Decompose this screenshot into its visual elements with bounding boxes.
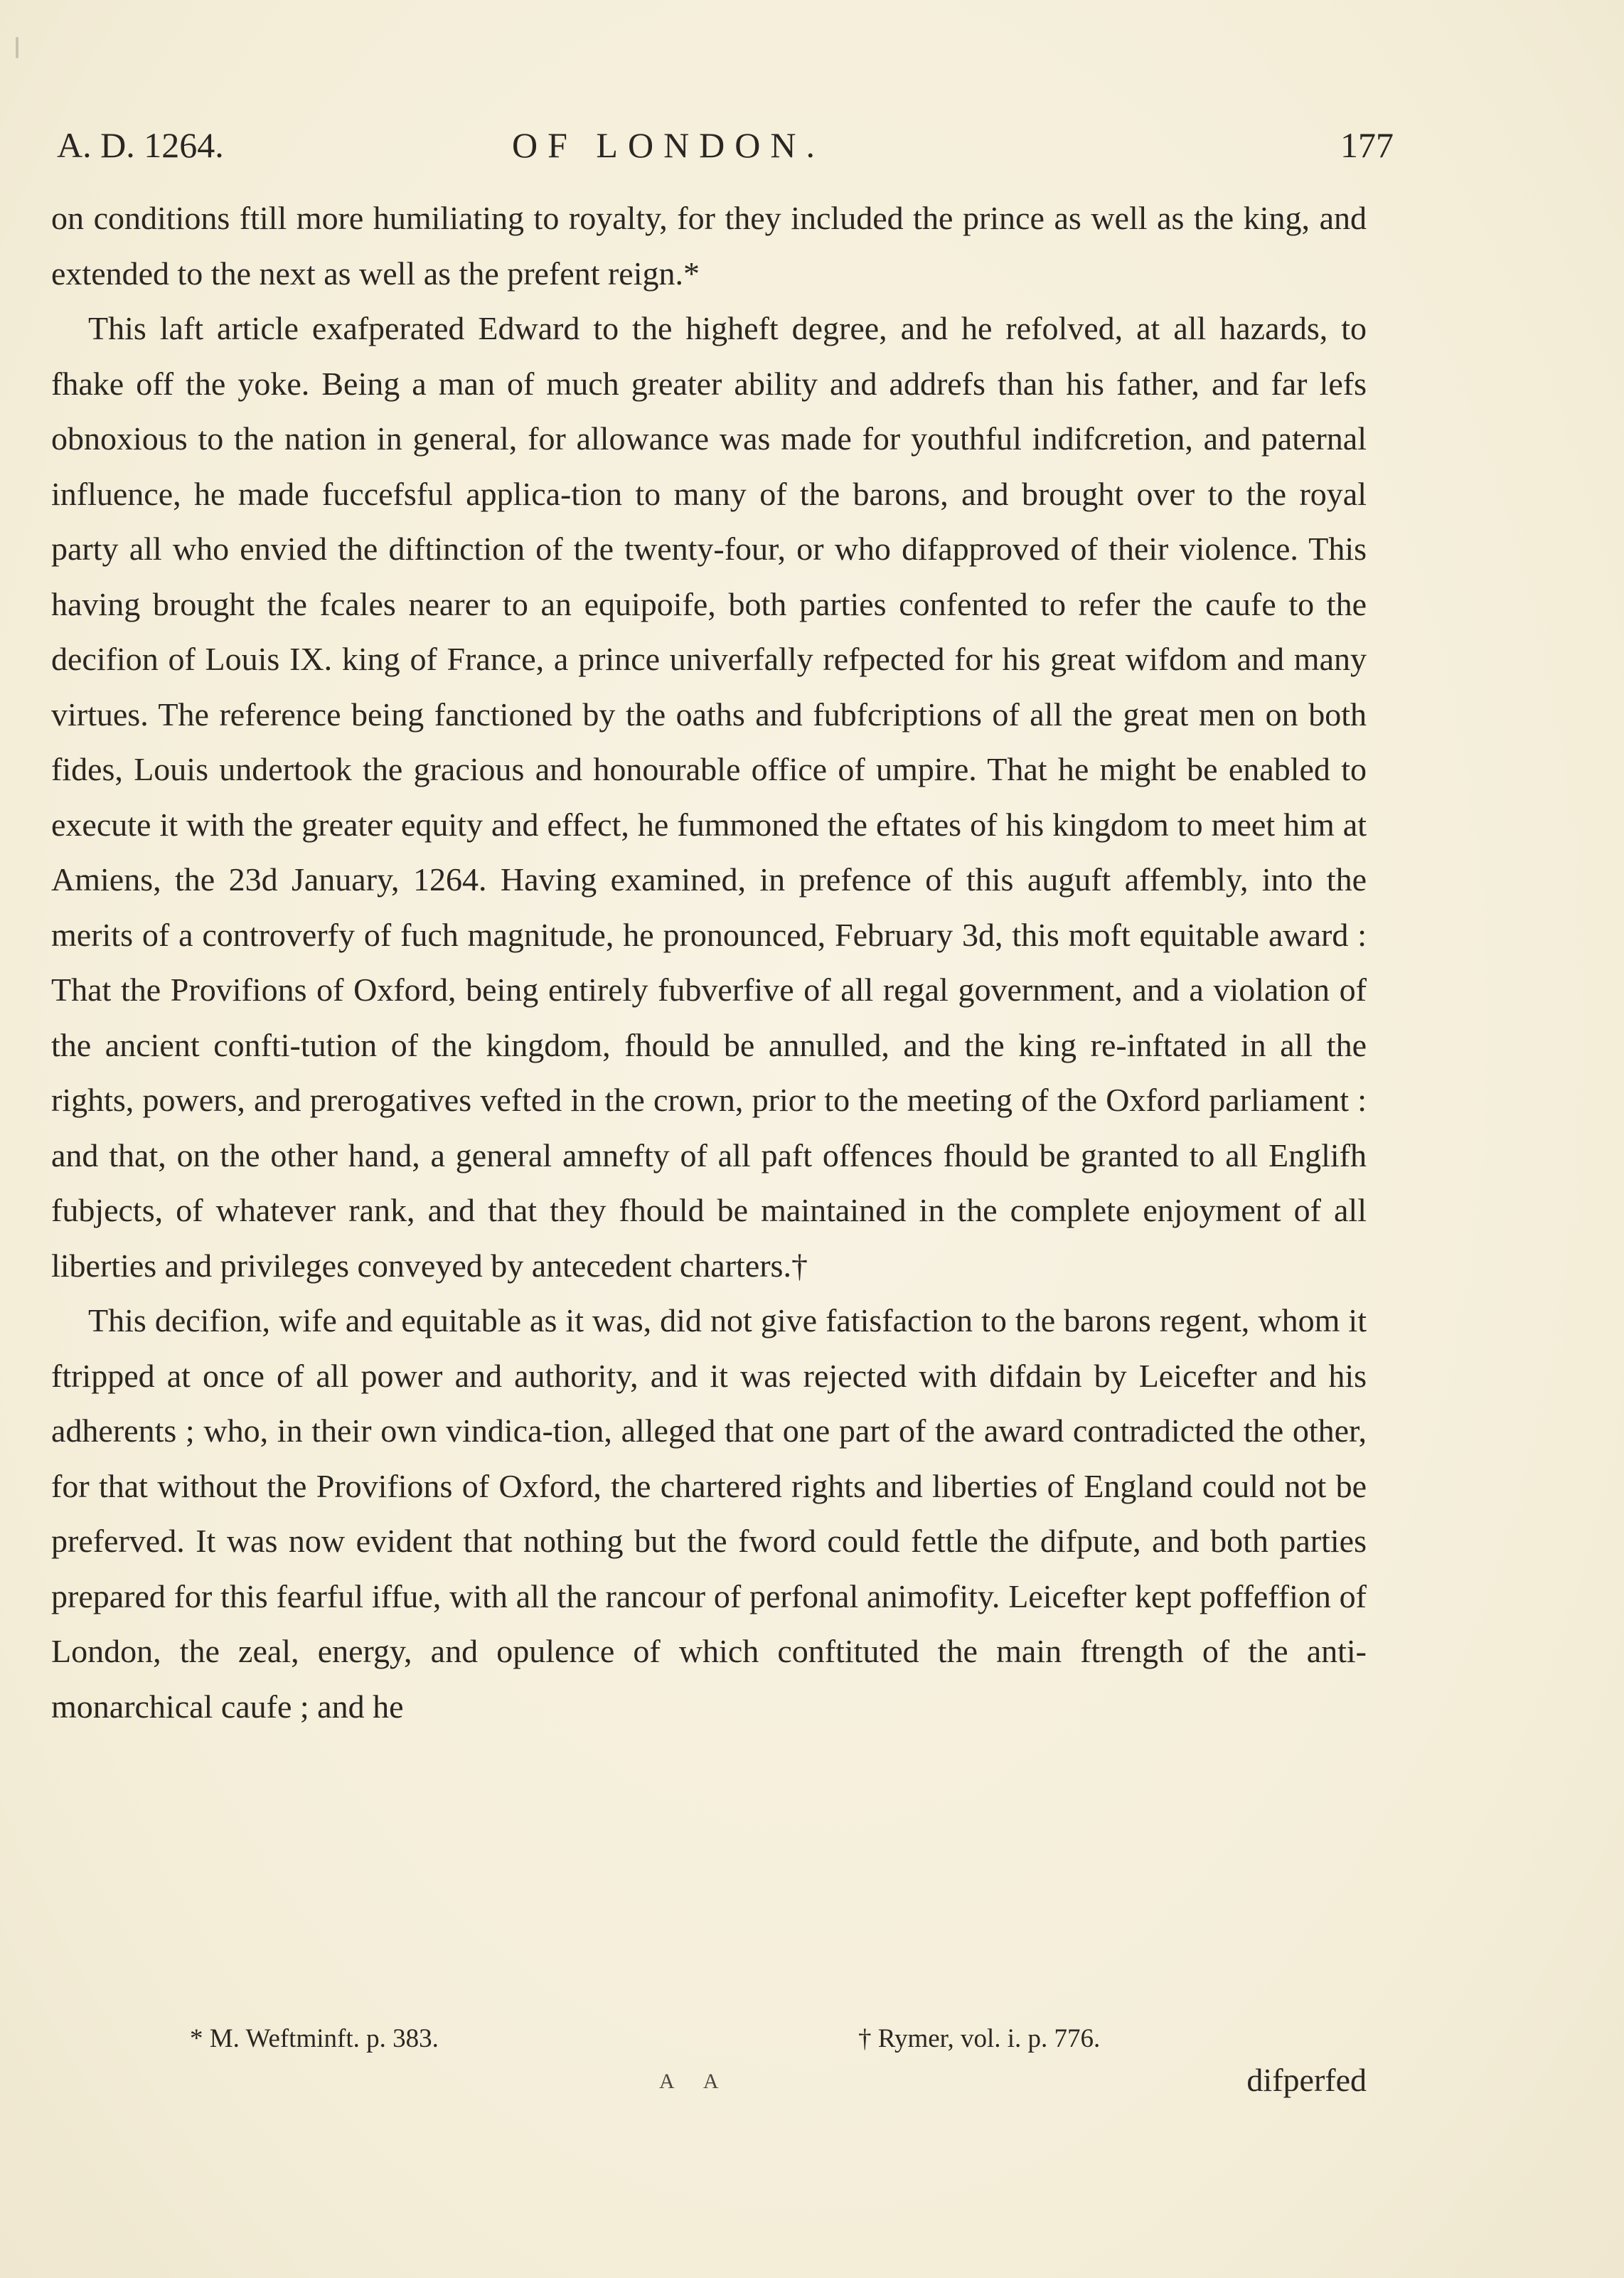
page-edge-mark — [16, 37, 18, 58]
paragraph-decision-rejected: This decifion, wife and equitable as it was, did not give fatisfaction to the barons regent, whom it ftripped at once of all power and authority, and it was rejected with difdain by Leicefter and his adherents ; who, in their own vindica-tion, alleged that one part of the award contradicted the other, for that without the Provifions of Oxford, the chartered rights and liberties of England could not be preferved. It was now evident that nothing but the fword could fettle the difpute, and both parties prepared for this fearful iffue, with all the rancour of perfonal animofity. Leicefter kept poffeffion of London, the zeal, energy, and opulence of which conftituted the main ftrength of the anti-monarchical caufe ; and he — [51, 1302, 1367, 1725]
paragraph-continuation: on conditions ftill more humiliating to royalty, for they included the prince as well as the king, and extended to the next as well as the prefent reign.* — [51, 200, 1367, 292]
page-number: 177 — [1340, 125, 1394, 165]
header-date: A. D. 1264. — [57, 125, 224, 165]
header-title: OF LONDON. — [512, 125, 825, 165]
signature-mark: A A — [659, 2070, 732, 2093]
running-head — [57, 124, 1394, 174]
footnote-rymer: † Rymer, vol. i. p. 776. — [858, 2024, 1101, 2053]
body-text — [51, 191, 1367, 1734]
page-foot — [51, 2061, 1367, 2111]
footnote-westminster: * M. Weftminft. p. 383. — [190, 2024, 439, 2053]
catchword: difperfed — [1246, 2062, 1367, 2098]
paragraph-edward-award: This laft article exafperated Edward to the higheft degree, and he refolved, at all hazards, to fhake off the yoke. Being a man of much greater ability and addrefs than his father, and far lefs obnoxious to the nation in general, for allowance was made for youthful indifcretion, and paternal influence, he made fuccefsful applica-tion to many of the barons, and brought over to the royal party all who envied the diftinction of the twenty-four, or who difapproved of their violence. This having brought the fcales nearer to an equipoife, both parties confented to refer the caufe to the decifion of Louis IX. king of France, a prince univerfally refpected for his great wifdom and many virtues. The reference being fanctioned by the oaths and fubfcriptions of all the great men on both fides, Louis undertook the gracious and honourable office of umpire. That he might be enabled to execute it with the greater equity and effect, he fummoned the eftates of his kingdom to meet him at Amiens, the 23d January, 1264. Having examined, in prefence of this auguft affembly, into the merits of a controverfy of fuch magnitude, he pronounced, February 3d, this moft equitable award : That the Provifions of Oxford, being entirely fubverfive of all regal government, and a violation of the ancient confti-tution of the kingdom, fhould be annulled, and the king re-inftated in all the rights, powers, and prerogatives vefted in the crown, prior to the meeting of the Oxford parliament : and that, on the other hand, a general amnefty of all paft offences fhould be granted to all Englifh fubjects, of whatever rank, and that they fhould be maintained in the complete enjoyment of all liberties and privileges conveyed by antecedent charters.† — [51, 310, 1367, 1284]
footnotes — [51, 2023, 1367, 2066]
